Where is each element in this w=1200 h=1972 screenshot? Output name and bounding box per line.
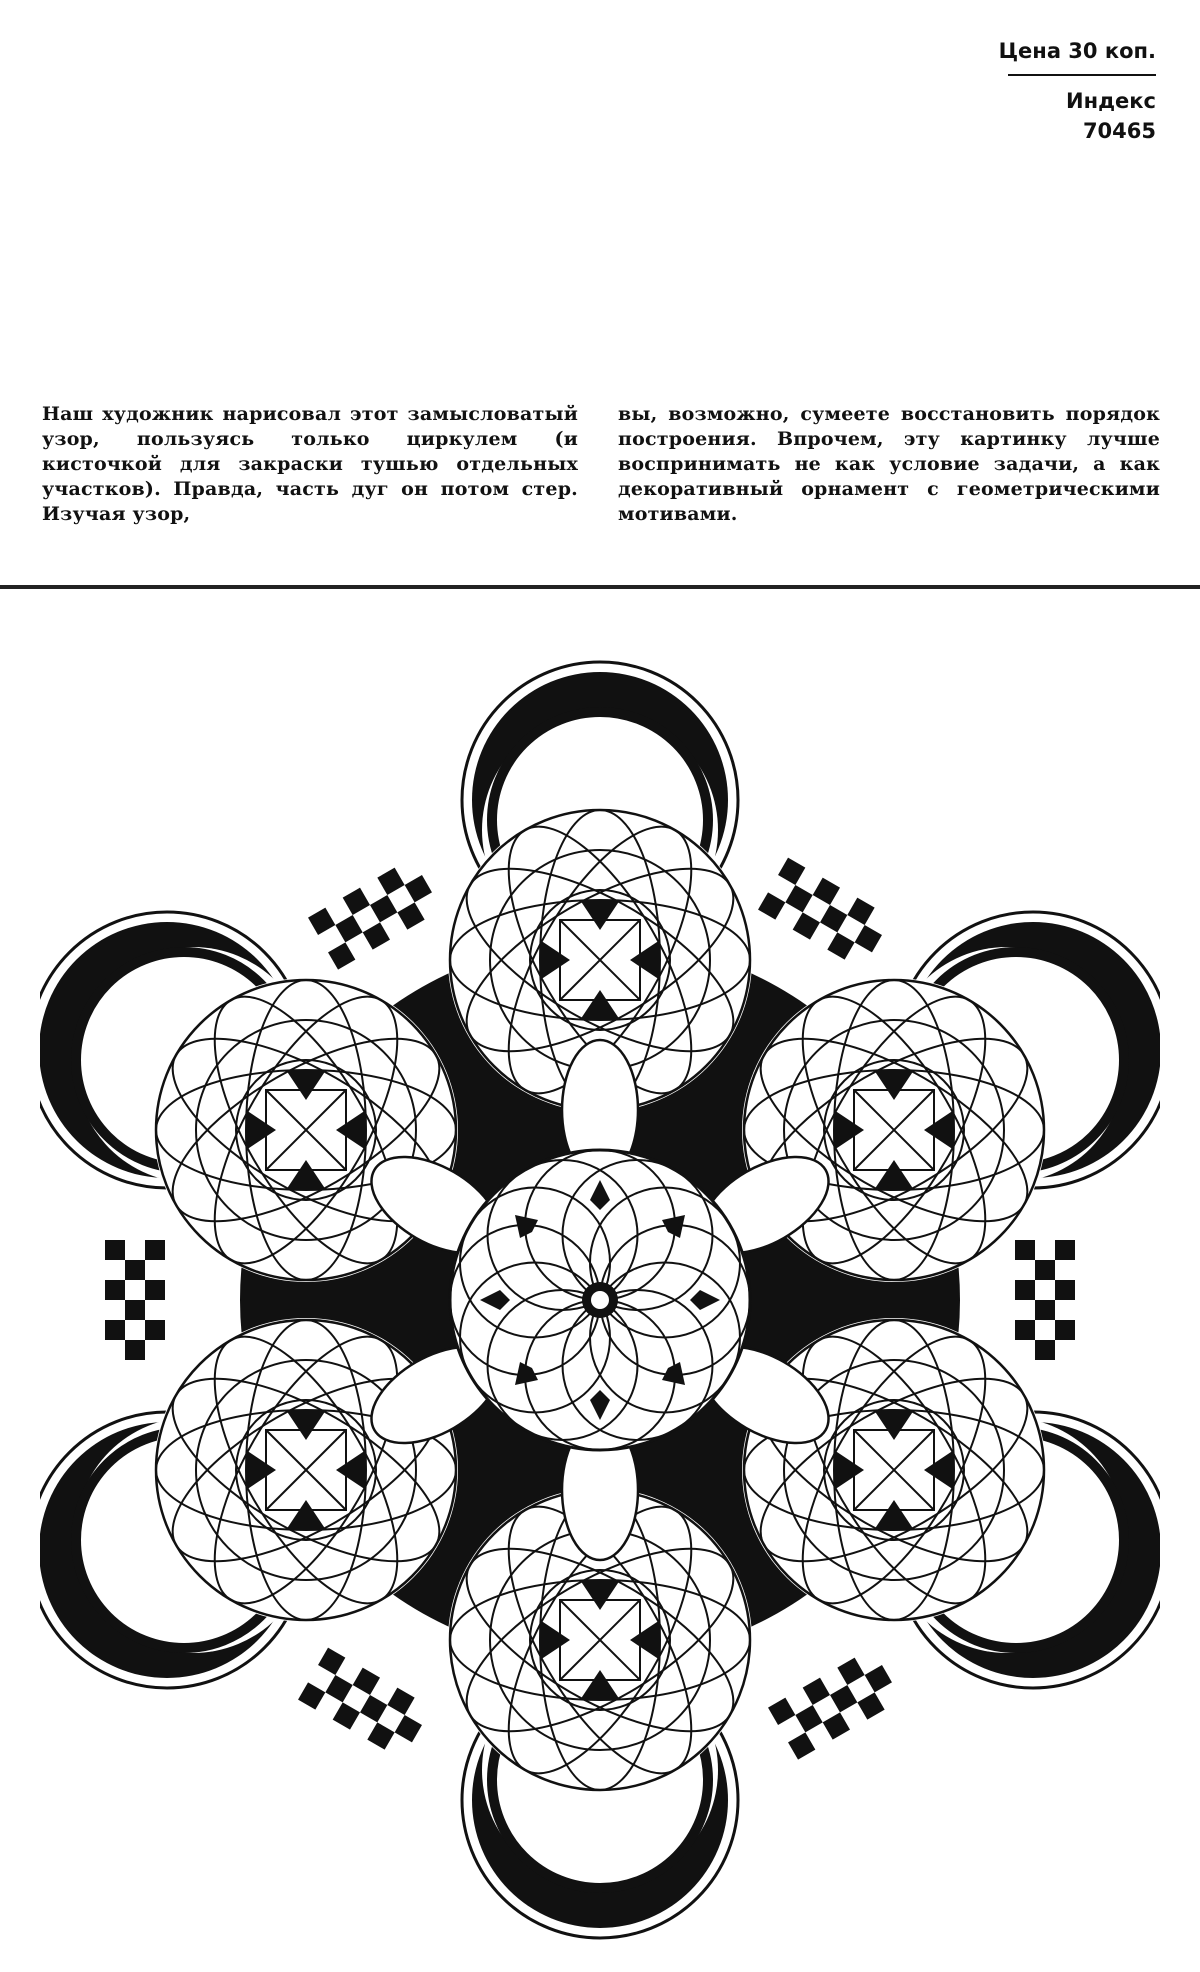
compass-ornament	[40, 650, 1160, 1950]
caption-left: Наш художник нарисовал этот замысловатый узор, пользуясь только циркулем (и кисточкой для закраски тушью отдельных участков). Правда, часть дуг он потом стер. Изучая узор,	[42, 403, 578, 525]
price-label: Цена 30 коп.	[998, 39, 1156, 63]
caption-right: вы, возможно, сумеете восстановить порядок построения. Впрочем, эту картинку лучше воспринимать не как условие задачи, а как декоративный орнамент с геометрическими мотивами.	[618, 403, 1160, 525]
index-label: Индекс 70465	[1066, 89, 1156, 143]
caption	[42, 402, 1160, 527]
price-divider	[1008, 74, 1156, 76]
center-rosette	[450, 1150, 750, 1450]
price-block	[986, 36, 1156, 146]
section-divider	[0, 585, 1200, 589]
